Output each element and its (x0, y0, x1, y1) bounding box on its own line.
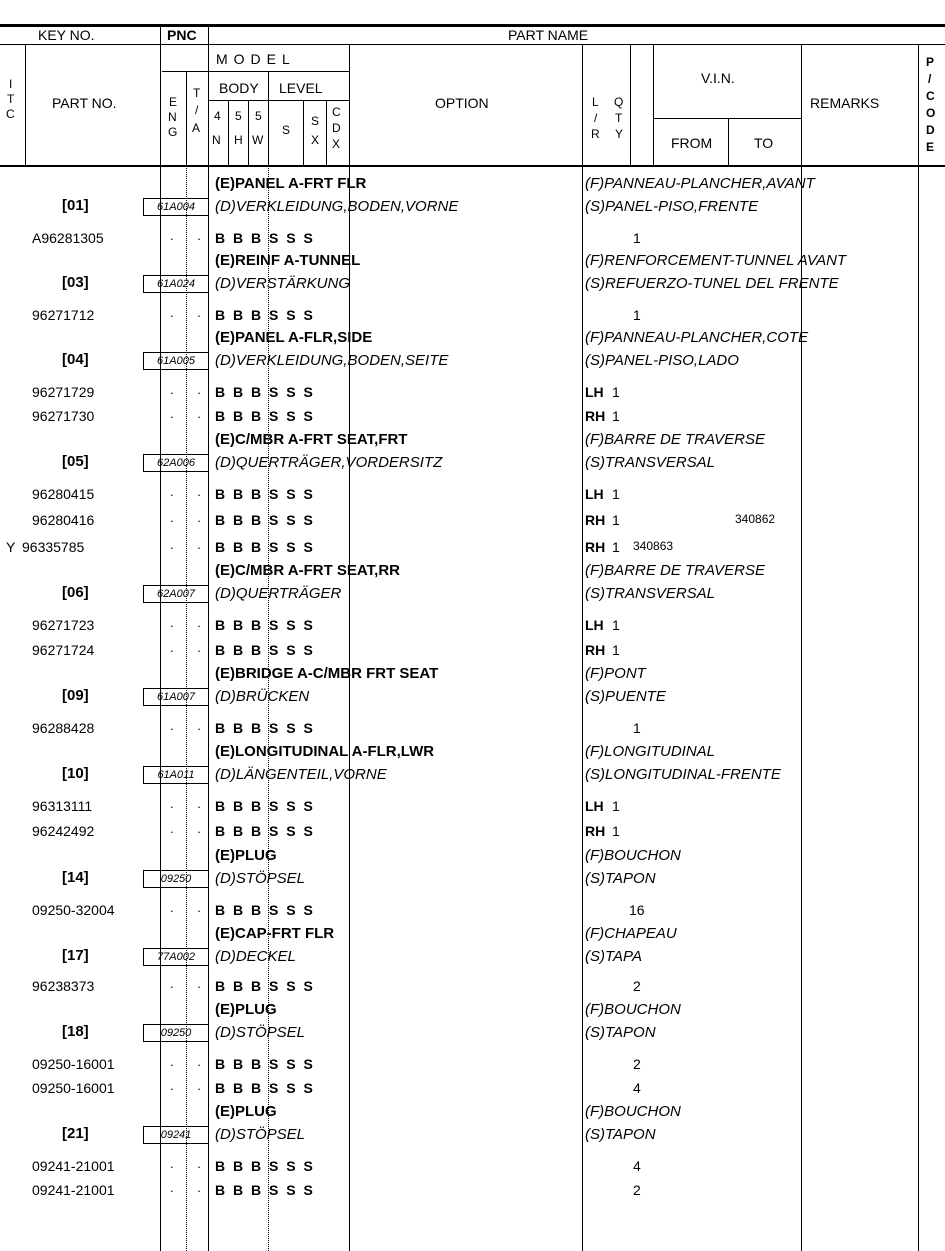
header-level-cdx-c: C (332, 105, 341, 119)
part-number: 09241-21001 (32, 1182, 115, 1198)
header-pcode-p: P (926, 55, 935, 69)
eng-ta-dots: . . (170, 1078, 211, 1093)
part-name-fr: (F)LONGITUDINAL (585, 743, 716, 760)
part-name-fr: (F)BOUCHON (585, 1103, 681, 1120)
part-name-es: (S)TAPA (585, 948, 642, 965)
part-name-de: (D)STÖPSEL (215, 1024, 306, 1041)
header-option: OPTION (435, 95, 489, 111)
side-lr: RH (585, 642, 606, 658)
col-line-vin (653, 44, 654, 165)
key-number: [21] (62, 1125, 89, 1142)
quantity: 1 (612, 642, 620, 658)
header-body-5h: 5 (235, 109, 242, 123)
col-line-qty (630, 44, 631, 165)
part-name-en: (E)C/MBR A-FRT SEAT,FRT (215, 431, 408, 448)
part-number: 09250-16001 (32, 1056, 115, 1072)
part-name-de: (D)VERKLEIDUNG,BODEN,VORNE (215, 198, 459, 215)
header-body-h: H (234, 133, 243, 147)
part-name-fr: (F)BOUCHON (585, 847, 681, 864)
part-number: 96271712 (32, 307, 95, 323)
model-codes: B B B S S S (215, 512, 315, 528)
pnc-code: 61A004 (143, 198, 209, 216)
model-codes: B B B S S S (215, 1158, 315, 1174)
part-name-en: (E)PLUG (215, 847, 277, 864)
eng-ta-dots: . . (170, 1054, 211, 1069)
vin-divider (653, 118, 801, 119)
model-codes: B B B S S S (215, 902, 315, 918)
header-itc-1: I (9, 77, 13, 91)
header-body-w: W (252, 133, 264, 147)
eng-ta-dots: . . (170, 718, 211, 733)
header-ta-3: A (192, 121, 201, 135)
part-name-en: (E)REINF A-TUNNEL (215, 252, 361, 269)
key-number: [05] (62, 453, 89, 470)
col-line-body-level (268, 71, 269, 165)
col-line-body-1 (228, 100, 229, 165)
part-number: 96280415 (32, 486, 95, 502)
col-line-option (349, 44, 350, 1251)
part-name-fr: (F)BOUCHON (585, 1001, 681, 1018)
part-name-es: (S)PANEL-PISO,FRENTE (585, 198, 759, 215)
part-name-de: (D)QUERTRÄGER (215, 585, 342, 602)
part-name-fr: (F)PONT (585, 665, 646, 682)
header-itc-3: C (6, 107, 15, 121)
header-qty-q: Q (614, 95, 624, 109)
body-level-divider (208, 100, 349, 101)
header-remarks: REMARKS (810, 95, 880, 111)
part-number: 96271729 (32, 384, 95, 400)
quantity: 1 (612, 486, 620, 502)
col-line-level-1 (303, 100, 304, 165)
part-name-fr: (F)PANNEAU-PLANCHER,AVANT (585, 175, 815, 192)
eng-ta-dots: . . (170, 537, 211, 552)
header-key-no: KEY NO. (38, 27, 95, 43)
eng-ta-dots: . . (170, 1156, 211, 1171)
model-codes: B B B S S S (215, 1080, 315, 1096)
part-name-es: (S)REFUERZO-TUNEL DEL FRENTE (585, 275, 839, 292)
model-codes: B B B S S S (215, 1056, 315, 1072)
eng-ta-dots: . . (170, 976, 211, 991)
eng-ta-dots: . . (170, 615, 211, 630)
col-line-body-2 (248, 100, 249, 165)
model-codes: B B B S S S (215, 642, 315, 658)
side-lr: LH (585, 798, 604, 814)
quantity: 1 (633, 720, 641, 736)
part-name-en: (E)PANEL A-FRT FLR (215, 175, 367, 192)
part-name-de: (D)STÖPSEL (215, 1126, 306, 1143)
part-name-en: (E)PLUG (215, 1001, 277, 1018)
part-name-es: (S)TRANSVERSAL (585, 454, 716, 471)
part-number: 09241-21001 (32, 1158, 115, 1174)
header-body: BODY (219, 80, 259, 96)
part-name-es: (S)LONGITUDINAL-FRENTE (585, 766, 781, 783)
model-codes: B B B S S S (215, 617, 315, 633)
header-level-sx-x: X (311, 133, 320, 147)
col-line-from-to (728, 118, 729, 165)
model-codes: B B B S S S (215, 823, 315, 839)
header-part-name: PART NAME (508, 27, 589, 43)
part-name-fr: (F)BARRE DE TRAVERSE (585, 431, 766, 448)
model-codes: B B B S S S (215, 384, 315, 400)
quantity: 1 (633, 307, 641, 323)
model-codes: B B B S S S (215, 1182, 315, 1198)
vin-to: 340862 (735, 512, 776, 526)
quantity: 1 (612, 408, 620, 424)
pnc-code: 61A011 (143, 766, 209, 784)
pnc-code: 62A007 (143, 585, 209, 603)
part-name-de: (D)VERKLEIDUNG,BODEN,SEITE (215, 352, 449, 369)
side-lr: RH (585, 408, 606, 424)
header-qty-t: T (615, 111, 623, 125)
header-bottom-border (0, 165, 945, 167)
part-number: 96271730 (32, 408, 95, 424)
part-number: 96288428 (32, 720, 95, 736)
part-name-es: (S)PUENTE (585, 688, 666, 705)
side-lr: LH (585, 384, 604, 400)
key-number: [09] (62, 687, 89, 704)
header-vin-to: TO (754, 135, 774, 151)
pnc-code: 61A024 (143, 275, 209, 293)
header-ta-1: T (193, 86, 201, 100)
model-codes: B B B S S S (215, 486, 315, 502)
header-ta-2: / (195, 103, 199, 117)
part-number: 96280416 (32, 512, 95, 528)
part-name-en: (E)PANEL A-FLR,SIDE (215, 329, 373, 346)
col-line-level-2 (326, 100, 327, 165)
col-line-eng (186, 71, 187, 165)
part-number: 96238373 (32, 978, 95, 994)
eng-ta-dots: . . (170, 382, 211, 397)
key-number: [04] (62, 351, 89, 368)
part-number: 96313111 (32, 798, 93, 814)
header-eng-2: N (168, 110, 177, 124)
part-number: 96335785 (22, 539, 85, 555)
part-name-fr: (F)BARRE DE TRAVERSE (585, 562, 766, 579)
col-line-lr (582, 44, 583, 1251)
eng-ta-dots: . . (170, 406, 211, 421)
model-codes: B B B S S S (215, 539, 315, 555)
eng-ta-dots: . . (170, 484, 211, 499)
quantity: 1 (612, 539, 620, 555)
part-number: 96242492 (32, 823, 95, 839)
header-level: LEVEL (279, 80, 323, 96)
header-body-5w: 5 (255, 109, 262, 123)
model-codes: B B B S S S (215, 978, 315, 994)
col-line-pcode (918, 44, 919, 1251)
quantity: 1 (612, 512, 620, 528)
quantity: 1 (612, 798, 620, 814)
part-name-es: (S)PANEL-PISO,LADO (585, 352, 739, 369)
header-level-cdx-x: X (332, 137, 341, 151)
header-lr-r: R (591, 127, 600, 141)
part-name-es: (S)TAPON (585, 1126, 656, 1143)
model-codes: B B B S S S (215, 230, 315, 246)
side-lr: RH (585, 823, 606, 839)
itc-flag: Y (6, 539, 16, 555)
part-number: 96271723 (32, 617, 95, 633)
part-name-fr: (F)RENFORCEMENT-TUNNEL AVANT (585, 252, 847, 269)
pnc-code: 09241 (143, 1126, 209, 1144)
part-number: A96281305 (32, 230, 104, 246)
header-vin: V.I.N. (701, 70, 735, 86)
pnc-code: 09250 (143, 870, 209, 888)
header-level-cdx-d: D (332, 121, 341, 135)
header-level-s: S (282, 123, 291, 137)
header-pcode-c: C (926, 89, 935, 103)
part-name-de: (D)DECKEL (215, 948, 296, 965)
part-name-de: (D)BRÜCKEN (215, 688, 310, 705)
part-name-en: (E)CAP-FRT FLR (215, 925, 335, 942)
model-codes: B B B S S S (215, 720, 315, 736)
model-divider (162, 71, 349, 72)
key-number: [06] (62, 584, 89, 601)
header-body-n: N (212, 133, 221, 147)
key-number: [17] (62, 947, 89, 964)
part-name-fr: (F)PANNEAU-PLANCHER,COTE (585, 329, 809, 346)
part-name-fr: (F)CHAPEAU (585, 925, 677, 942)
col-line-itc (25, 44, 26, 165)
side-lr: RH (585, 512, 606, 528)
key-number: [01] (62, 197, 89, 214)
header-pcode-e: E (926, 140, 935, 154)
pnc-code: 61A007 (143, 688, 209, 706)
header-pnc: PNC (167, 27, 197, 43)
eng-ta-dots: . . (170, 821, 211, 836)
quantity: 4 (633, 1158, 641, 1174)
part-name-de: (D)VERSTÄRKUNG (215, 275, 351, 292)
part-name-de: (D)LÄNGENTEIL,VORNE (215, 766, 387, 783)
side-lr: LH (585, 617, 604, 633)
key-number: [03] (62, 274, 89, 291)
eng-ta-dots: . . (170, 1180, 211, 1195)
pnc-code: 62A006 (143, 454, 209, 472)
header-body-4: 4 (214, 109, 221, 123)
header-divider (0, 44, 945, 45)
quantity: 1 (612, 617, 620, 633)
part-name-en: (E)BRIDGE A-C/MBR FRT SEAT (215, 665, 439, 682)
header-eng-3: G (168, 125, 178, 139)
header-part-no: PART NO. (52, 95, 117, 111)
part-name-es: (S)TRANSVERSAL (585, 585, 716, 602)
header-pcode-o: O (926, 106, 936, 120)
part-number: 09250-16001 (32, 1080, 115, 1096)
model-codes: B B B S S S (215, 798, 315, 814)
quantity: 16 (629, 902, 645, 918)
quantity: 1 (612, 823, 620, 839)
header-pcode-slash: / (928, 72, 932, 86)
eng-ta-dots: . . (170, 228, 211, 243)
side-lr: RH (585, 539, 606, 555)
header-eng-1: E (169, 95, 178, 109)
header-pcode-d: D (926, 123, 935, 137)
eng-ta-dots: . . (170, 900, 211, 915)
header-itc-2: T (7, 92, 15, 106)
quantity: 2 (633, 978, 641, 994)
side-lr: LH (585, 486, 604, 502)
pnc-code: 09250 (143, 1024, 209, 1042)
eng-ta-dots: . . (170, 640, 211, 655)
quantity: 2 (633, 1056, 641, 1072)
key-number: [18] (62, 1023, 89, 1040)
part-name-de: (D)STÖPSEL (215, 870, 306, 887)
eng-ta-dots: . . (170, 510, 211, 525)
model-codes: B B B S S S (215, 307, 315, 323)
quantity: 4 (633, 1080, 641, 1096)
header-lr-l: L (592, 95, 599, 109)
quantity: 1 (612, 384, 620, 400)
header-lr-slash: / (594, 111, 598, 125)
part-number: 96271724 (32, 642, 95, 658)
header-level-sx-s: S (311, 114, 320, 128)
model-codes: B B B S S S (215, 408, 315, 424)
key-number: [14] (62, 869, 89, 886)
key-number: [10] (62, 765, 89, 782)
header-qty-y: Y (615, 127, 624, 141)
pnc-code: 61A005 (143, 352, 209, 370)
header-vin-from: FROM (671, 135, 713, 151)
part-name-en: (E)PLUG (215, 1103, 277, 1120)
col-line-remarks (801, 44, 802, 1251)
part-name-es: (S)TAPON (585, 870, 656, 887)
quantity: 2 (633, 1182, 641, 1198)
part-name-es: (S)TAPON (585, 1024, 656, 1041)
header-model: MODEL (216, 51, 296, 67)
part-name-en: (E)C/MBR A-FRT SEAT,RR (215, 562, 400, 579)
part-number: 09250-32004 (32, 902, 115, 918)
top-border (0, 24, 945, 27)
part-name-en: (E)LONGITUDINAL A-FLR,LWR (215, 743, 435, 760)
vin-from: 340863 (633, 539, 674, 553)
pnc-code: 77A002 (143, 948, 209, 966)
eng-ta-dots: . . (170, 305, 211, 320)
eng-ta-dots: . . (170, 796, 211, 811)
quantity: 1 (633, 230, 641, 246)
part-name-de: (D)QUERTRÄGER,VORDERSITZ (215, 454, 443, 471)
